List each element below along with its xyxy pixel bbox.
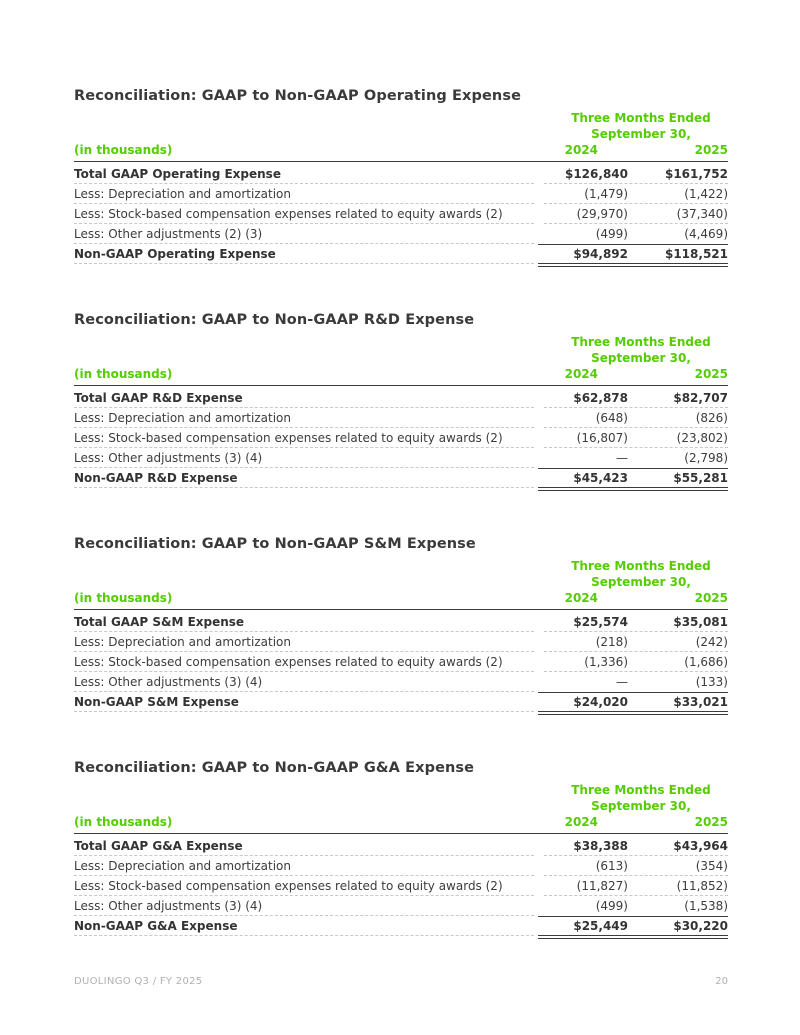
table-row: Less: Stock-based compensation expenses related to equity awards (2) (1,336) (1,686) — [74, 652, 728, 672]
table-row-total: Non-GAAP Operating Expense $94,892 $118,521 — [74, 244, 728, 264]
total-double-rule — [538, 935, 728, 939]
units-label: (in thousands) — [74, 591, 173, 605]
year-header-2025: 2025 — [694, 815, 728, 829]
total-double-rule — [538, 487, 728, 491]
header-rule — [74, 609, 728, 610]
table-row: Less: Depreciation and amortization (648) (826) — [74, 408, 728, 428]
units-label: (in thousands) — [74, 143, 173, 157]
period-header: Three Months Ended September 30, — [571, 335, 711, 365]
section-title: Reconciliation: GAAP to Non-GAAP R&D Expense — [74, 312, 475, 328]
section-title: Reconciliation: GAAP to Non-GAAP G&A Expense — [74, 760, 475, 776]
table-row-total: Non-GAAP G&A Expense $25,449 $30,220 — [74, 916, 728, 936]
page-number: 20 — [715, 976, 728, 987]
table-row-total: Non-GAAP S&M Expense $24,020 $33,021 — [74, 692, 728, 712]
header-rule — [74, 833, 728, 834]
table-row: Less: Stock-based compensation expenses related to equity awards (2) (16,807) (23,802) — [74, 428, 728, 448]
footer-label: DUOLINGO Q3 / FY 2025 — [74, 976, 203, 987]
table-row: Total GAAP S&M Expense $25,574 $35,081 — [74, 612, 728, 632]
table-row: Less: Other adjustments (3) (4) — (133) — [74, 672, 728, 692]
table-row: Less: Stock-based compensation expenses related to equity awards (2) (11,827) (11,852) — [74, 876, 728, 896]
table-row: Total GAAP G&A Expense $38,388 $43,964 — [74, 836, 728, 856]
table-row-total: Non-GAAP R&D Expense $45,423 $55,281 — [74, 468, 728, 488]
header-rule — [74, 385, 728, 386]
table-row: Less: Other adjustments (3) (4) (499) (1,538) — [74, 896, 728, 916]
total-double-rule — [538, 711, 728, 715]
units-label: (in thousands) — [74, 367, 173, 381]
table-row: Less: Depreciation and amortization (218) (242) — [74, 632, 728, 652]
header-rule — [74, 161, 728, 162]
year-header-2024: 2024 — [564, 815, 598, 829]
section-title: Reconciliation: GAAP to Non-GAAP Operating Expense — [74, 88, 522, 104]
year-header-2024: 2024 — [564, 143, 598, 157]
year-header-2024: 2024 — [564, 591, 598, 605]
period-header: Three Months Ended September 30, — [571, 783, 711, 813]
year-header-2025: 2025 — [694, 143, 728, 157]
table-row: Less: Stock-based compensation expenses related to equity awards (2) (29,970) (37,340) — [74, 204, 728, 224]
year-header-2024: 2024 — [564, 367, 598, 381]
year-header-2025: 2025 — [694, 591, 728, 605]
period-header: Three Months Ended September 30, — [571, 111, 711, 141]
table-row: Less: Other adjustments (3) (4) — (2,798) — [74, 448, 728, 468]
table-row: Less: Other adjustments (2) (3) (499) (4,469) — [74, 224, 728, 244]
table-row: Less: Depreciation and amortization (613) (354) — [74, 856, 728, 876]
section-title: Reconciliation: GAAP to Non-GAAP S&M Expense — [74, 536, 476, 552]
units-label: (in thousands) — [74, 815, 173, 829]
year-header-2025: 2025 — [694, 367, 728, 381]
table-row: Total GAAP Operating Expense $126,840 $161,752 — [74, 164, 728, 184]
period-header: Three Months Ended September 30, — [571, 559, 711, 589]
total-double-rule — [538, 263, 728, 267]
table-row: Total GAAP R&D Expense $62,878 $82,707 — [74, 388, 728, 408]
table-row: Less: Depreciation and amortization (1,479) (1,422) — [74, 184, 728, 204]
